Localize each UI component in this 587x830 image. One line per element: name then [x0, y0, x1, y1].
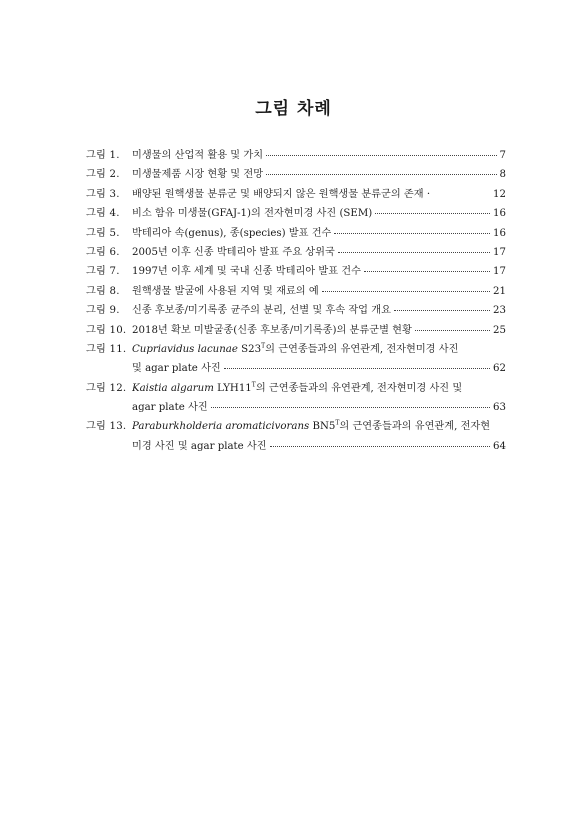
- figure-title: 2018년 확보 미발굴종(신종 후보종/미기록종)의 분류군별 현황: [132, 324, 412, 336]
- dot-leader: [266, 155, 496, 156]
- toc-entry[interactable]: [86, 262, 506, 281]
- dot-leader: [338, 252, 490, 253]
- figure-title-rest: 의 근연종들과의 유연관계, 전자현: [339, 421, 491, 433]
- page-number: 63: [493, 402, 506, 414]
- toc-entry[interactable]: [86, 379, 506, 418]
- figure-title: 원핵생물 발굴에 사용된 지역 및 재료의 예: [132, 285, 319, 297]
- figure-title-continued: agar plate 사진: [132, 402, 208, 414]
- species-name: Kaistia algarum: [132, 382, 214, 394]
- figure-number: 그림 4.: [86, 208, 120, 220]
- figure-number: 그림 7.: [86, 266, 120, 278]
- type-strain-mark: T: [251, 381, 256, 389]
- type-strain-mark: T: [261, 342, 266, 350]
- toc-entry[interactable]: [86, 417, 506, 456]
- figure-title: 1997년 이후 세계 및 국내 신종 박테리아 발표 건수: [132, 266, 361, 278]
- toc-entry[interactable]: [86, 224, 506, 243]
- strain-id: S23: [237, 343, 262, 355]
- page-number: 16: [493, 227, 506, 239]
- figure-title: [132, 417, 490, 436]
- dot-leader: [394, 310, 490, 311]
- strain-id: LYH11: [213, 382, 252, 394]
- figure-number: 그림 9.: [86, 305, 120, 317]
- page-number: 21: [493, 285, 506, 297]
- figure-number: 그림 8.: [86, 285, 120, 297]
- figure-title: 미생물제품 시장 현황 및 전망: [132, 169, 264, 181]
- toc-entry[interactable]: [86, 340, 506, 379]
- toc-entry[interactable]: [86, 243, 506, 262]
- figure-title: [132, 379, 462, 398]
- dot-leader: [334, 233, 490, 234]
- page-number: 25: [493, 324, 506, 336]
- figure-title: 박테리아 속(genus), 종(species) 발표 건수: [132, 227, 332, 239]
- dot-leader: [211, 407, 490, 408]
- type-strain-mark: T: [335, 420, 340, 428]
- page-number: 12: [493, 188, 506, 200]
- toc-entry[interactable]: [86, 321, 506, 340]
- toc-entry[interactable]: [86, 146, 506, 165]
- page-number: 64: [493, 440, 506, 452]
- page-number: 17: [493, 266, 506, 278]
- dot-leader: [415, 330, 490, 331]
- page-number: 8: [499, 169, 506, 181]
- page-number: 17: [493, 246, 506, 258]
- figure-number: 그림 11.: [86, 343, 127, 355]
- toc-entry[interactable]: [86, 165, 506, 184]
- toc-entry[interactable]: [86, 301, 506, 320]
- figure-title: 비소 함유 미생물(GFAJ-1)의 전자현미경 사진 (SEM): [132, 208, 373, 220]
- figure-number: 그림 2.: [86, 169, 120, 181]
- species-name: Paraburkholderia aromaticivorans: [132, 421, 310, 433]
- dot-leader: [375, 213, 490, 214]
- figure-number: 그림 5.: [86, 227, 120, 239]
- figure-number: 그림 12.: [86, 382, 127, 394]
- toc-entry[interactable]: [86, 204, 506, 223]
- figure-title: [132, 340, 458, 359]
- dot-leader: [224, 368, 490, 369]
- figure-title-rest: 의 근연종들과의 유연관계, 전자현미경 사진: [265, 343, 459, 355]
- species-name: Cupriavidus lacunae: [132, 343, 238, 355]
- toc-entry[interactable]: [86, 282, 506, 301]
- dot-leader: [270, 446, 490, 447]
- dot-leader: [266, 174, 496, 175]
- dot-leader: [322, 291, 490, 292]
- figure-number: 그림 10.: [86, 324, 127, 336]
- figure-title: 신종 후보종/미기록종 균주의 분리, 선별 및 후속 작업 개요: [132, 305, 391, 317]
- page-title: 그림 차례: [255, 99, 332, 119]
- figure-title: 배양된 원핵생물 분류군 및 배양되지 않은 원핵생물 분류군의 존재 ·: [132, 188, 431, 200]
- figure-title-continued: 및 agar plate 사진: [132, 363, 221, 375]
- toc-entry[interactable]: [86, 185, 506, 204]
- figure-title-rest: 의 근연종들과의 유연관계, 전자현미경 사진 및: [255, 382, 463, 394]
- figure-number: 그림 13.: [86, 421, 127, 433]
- figure-list: [86, 146, 506, 456]
- figure-number: 그림 1.: [86, 150, 120, 161]
- page-number: 7: [499, 150, 506, 161]
- figure-number: 그림 6.: [86, 246, 120, 258]
- strain-id: BN5: [309, 421, 336, 433]
- dot-leader: [364, 271, 490, 272]
- page-number: 23: [493, 305, 506, 317]
- figure-number: 그림 3.: [86, 188, 120, 200]
- figure-title: 미생물의 산업적 활용 및 가치: [132, 150, 264, 161]
- figure-title-continued: 미경 사진 및 agar plate 사진: [132, 440, 267, 452]
- page-number: 16: [493, 208, 506, 220]
- page-number: 62: [493, 363, 506, 375]
- figure-title: 2005년 이후 신종 박테리아 발표 주요 상위국: [132, 246, 335, 258]
